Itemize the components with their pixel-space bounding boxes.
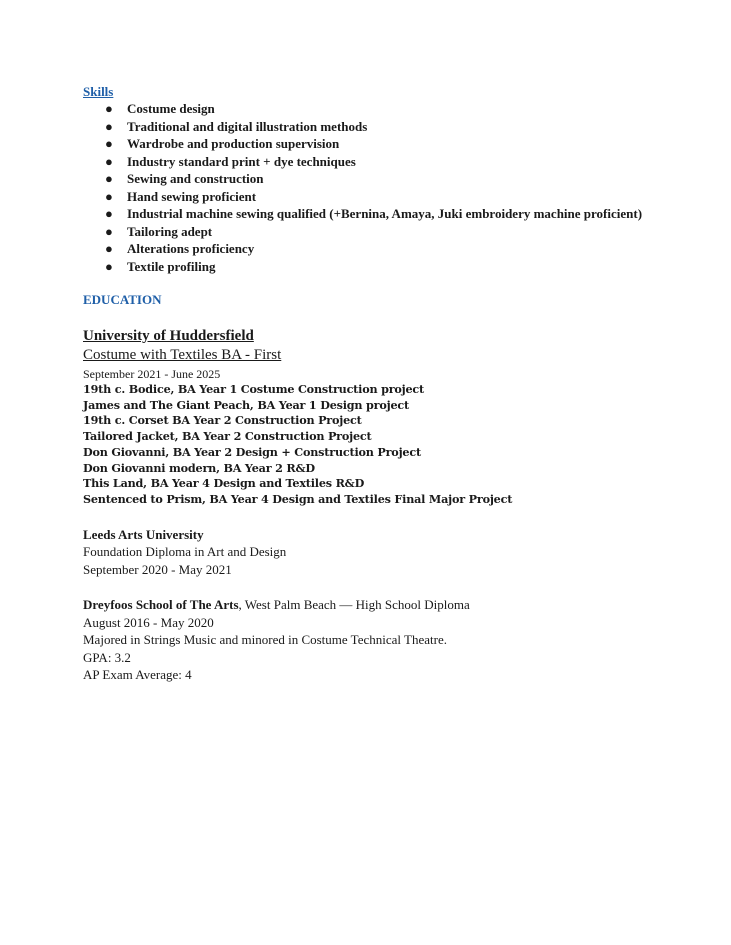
list-item: [83, 205, 663, 223]
resume-page: [83, 84, 663, 684]
list-item: James and The Giant Peach, BA Year 1 Design project: [83, 397, 409, 412]
bullet-icon: ●: [105, 258, 113, 274]
list-item: [83, 223, 663, 241]
list-item: [83, 170, 663, 188]
list-item: [83, 118, 663, 136]
list-item: 19th c. Corset BA Year 2 Construction Project: [83, 413, 362, 428]
skills-list: [83, 100, 663, 275]
list-item: [83, 258, 663, 276]
gpa-text: GPA: 3.2: [83, 649, 131, 665]
bullet-icon: ●: [105, 153, 113, 169]
list-item: [83, 240, 663, 258]
list-item: Don Giovanni modern, BA Year 2 R&D: [83, 460, 315, 475]
bullet-icon: ●: [105, 118, 113, 134]
list-item: 19th c. Bodice, BA Year 1 Costume Construction project: [83, 382, 425, 396]
bullet-icon: ●: [105, 241, 113, 256]
list-item: Don Giovanni, BA Year 2 Design + Construction Project: [83, 444, 421, 459]
school-name: Dreyfoos School of The Arts: [83, 597, 239, 613]
bullet-icon: ●: [105, 101, 113, 116]
bullet-icon: ●: [105, 136, 113, 151]
skills-heading-link[interactable]: Skills: [83, 84, 114, 99]
list-item: [83, 153, 663, 171]
bullet-icon: ●: [105, 206, 113, 221]
program-title: Foundation Diploma in Art and Design: [83, 544, 287, 560]
school-name: Leeds Arts University: [83, 526, 204, 542]
education-entry-dreyfoos: [83, 596, 663, 684]
skill-text: Sewing and construction: [127, 171, 264, 186]
list-item: [83, 100, 663, 118]
list-item: [83, 188, 663, 206]
list-item: [83, 135, 663, 153]
skill-text: Industry standard print + dye techniques: [127, 153, 356, 169]
skill-text: Tailoring adept: [127, 223, 213, 239]
skill-text: Traditional and digital illustration methods: [127, 118, 368, 134]
skill-text: Alterations proficiency: [127, 241, 255, 256]
date-range: August 2016 - May 2020: [83, 614, 214, 630]
skill-text: Textile profiling: [127, 258, 216, 274]
date-range: September 2021 - June 2025: [83, 367, 221, 381]
bullet-icon: ●: [105, 188, 113, 204]
skill-text: Wardrobe and production supervision: [127, 136, 340, 151]
bullet-icon: ●: [105, 223, 113, 239]
education-entry-leeds: [83, 526, 663, 579]
list-item: This Land, BA Year 4 Design and Textiles R&D: [83, 476, 365, 491]
school-location-detail: , West Palm Beach — High School Diploma: [238, 597, 470, 613]
education-entry-huddersfield: [83, 327, 663, 508]
degree-title: Costume with Textiles BA - First: [83, 347, 282, 363]
date-range: September 2020 - May 2021: [83, 561, 232, 577]
bullet-icon: ●: [105, 171, 113, 186]
skill-text: Industrial machine sewing qualified (+Bernina, Amaya, Juki embroidery machine proficient): [127, 206, 643, 221]
skill-text: Costume design: [127, 101, 215, 116]
school-header-line: [83, 596, 663, 614]
list-item: Sentenced to Prism, BA Year 4 Design and Textiles Final Major Project: [83, 491, 513, 506]
skill-text: Hand sewing proficient: [127, 188, 257, 204]
ap-average-text: AP Exam Average: 4: [83, 667, 192, 683]
education-heading: EDUCATION: [83, 292, 162, 307]
projects-list: [83, 382, 663, 508]
focus-text: Majored in Strings Music and minored in Costume Technical Theatre.: [83, 632, 447, 648]
list-item: Tailored Jacket, BA Year 2 Construction Project: [83, 429, 372, 444]
university-name: University of Huddersfield: [83, 328, 254, 344]
